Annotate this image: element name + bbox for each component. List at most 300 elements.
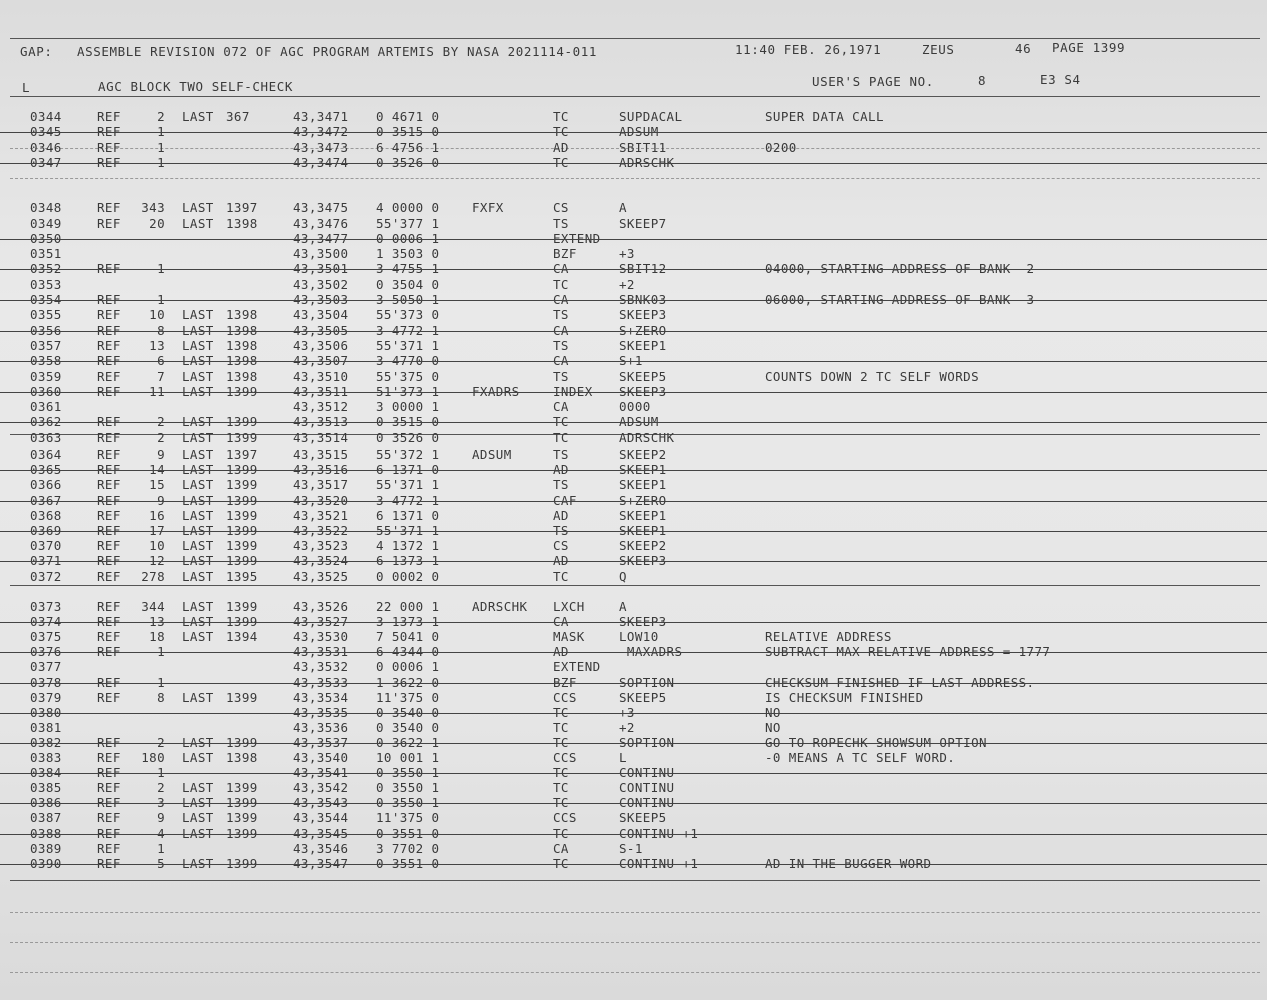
row-last: LAST bbox=[182, 629, 214, 645]
row-ref: REF bbox=[97, 322, 121, 338]
row-num: 11 bbox=[149, 383, 165, 399]
row-addr: 43,3500 bbox=[293, 246, 349, 262]
row-seq: 0366 bbox=[30, 477, 62, 493]
row-ref: REF bbox=[97, 154, 121, 170]
listing-row bbox=[0, 810, 1267, 825]
row-seq: 0355 bbox=[30, 307, 62, 323]
row-addr: 43,3540 bbox=[293, 750, 349, 765]
row-code: 55'371 1 bbox=[376, 337, 440, 353]
row-op: EXTEND bbox=[553, 659, 601, 675]
row-num: 278 bbox=[141, 568, 165, 584]
row-lnum: 1399 bbox=[226, 553, 258, 569]
row-addr: 43,3515 bbox=[293, 447, 349, 462]
row-code: 6 1371 0 bbox=[376, 507, 440, 523]
row-addr: 43,3474 bbox=[293, 154, 349, 170]
listing-row bbox=[0, 109, 1267, 124]
row-op: TC bbox=[553, 765, 569, 781]
row-op: CCS bbox=[553, 750, 577, 765]
row-seq: 0382 bbox=[30, 734, 62, 750]
row-code: 10 001 1 bbox=[376, 750, 440, 765]
row-last: LAST bbox=[182, 215, 214, 231]
row-arg: CONTINU +1 bbox=[619, 855, 699, 871]
listing-row bbox=[0, 216, 1267, 231]
row-arg: ADSUM bbox=[619, 124, 659, 140]
listing-row bbox=[0, 780, 1267, 795]
row-op: CCS bbox=[553, 810, 577, 826]
row-seq: 0369 bbox=[30, 523, 62, 538]
row-comment: SUBTRACT MAX RELATIVE ADDRESS = 1777 bbox=[765, 644, 1051, 660]
row-op: CA bbox=[553, 614, 569, 630]
row-op: CA bbox=[553, 353, 569, 369]
row-addr: 43,3504 bbox=[293, 307, 349, 323]
header-page: PAGE 1399 bbox=[1052, 40, 1126, 55]
row-seq: 0361 bbox=[30, 399, 62, 415]
row-num: 6 bbox=[157, 353, 165, 369]
row-op: BZF bbox=[553, 674, 577, 690]
row-addr: 43,3514 bbox=[293, 429, 349, 445]
row-addr: 43,3517 bbox=[293, 477, 349, 493]
row-num: 2 bbox=[157, 780, 165, 796]
row-code: 4 1372 1 bbox=[376, 538, 440, 554]
row-code: 55'377 1 bbox=[376, 215, 440, 231]
listing-row bbox=[0, 826, 1267, 841]
row-code: 0 3550 1 bbox=[376, 795, 440, 811]
row-code: 1 3622 0 bbox=[376, 674, 440, 690]
row-op: TS bbox=[553, 477, 569, 493]
row-num: 8 bbox=[157, 322, 165, 338]
row-ref: REF bbox=[97, 538, 121, 554]
row-seq: 0352 bbox=[30, 261, 62, 277]
row-lnum: 1399 bbox=[226, 477, 258, 493]
row-op: TC bbox=[553, 734, 569, 750]
row-ref: REF bbox=[97, 368, 121, 384]
row-num: 10 bbox=[149, 538, 165, 554]
row-code: 0 3550 1 bbox=[376, 780, 440, 796]
row-arg: SKEEP5 bbox=[619, 810, 667, 826]
row-addr: 43,3501 bbox=[293, 261, 349, 277]
row-last: LAST bbox=[182, 780, 214, 796]
row-seq: 0373 bbox=[30, 599, 62, 614]
row-ref: REF bbox=[97, 507, 121, 523]
row-addr: 43,3547 bbox=[293, 855, 349, 871]
row-last: LAST bbox=[182, 383, 214, 399]
listing-row bbox=[0, 735, 1267, 750]
row-ref: REF bbox=[97, 840, 121, 856]
row-arg: SKEEP3 bbox=[619, 383, 667, 399]
row-num: 1 bbox=[157, 644, 165, 660]
row-arg: SKEEP7 bbox=[619, 215, 667, 231]
row-code: 55'372 1 bbox=[376, 447, 440, 462]
listing-row bbox=[0, 246, 1267, 261]
row-comment: NO bbox=[765, 719, 781, 735]
row-num: 343 bbox=[141, 200, 165, 216]
row-num: 14 bbox=[149, 462, 165, 478]
row-ref: REF bbox=[97, 292, 121, 307]
row-code: 3 7702 0 bbox=[376, 840, 440, 856]
row-arg: Q bbox=[619, 568, 627, 584]
row-last: LAST bbox=[182, 109, 214, 124]
row-seq: 0380 bbox=[30, 704, 62, 720]
row-arg: SKEEP5 bbox=[619, 689, 667, 705]
row-op: TC bbox=[553, 124, 569, 140]
row-num: 1 bbox=[157, 674, 165, 690]
row-op: TC bbox=[553, 719, 569, 735]
divider bbox=[10, 178, 1260, 179]
listing-row bbox=[0, 369, 1267, 384]
row-arg: S-1 bbox=[619, 840, 643, 856]
row-op: INDEX bbox=[553, 383, 593, 399]
row-num: 7 bbox=[157, 368, 165, 384]
listing-row bbox=[0, 231, 1267, 246]
row-seq: 0367 bbox=[30, 492, 62, 508]
row-num: 8 bbox=[157, 689, 165, 705]
row-code: 0 4671 0 bbox=[376, 109, 440, 124]
row-arg: SKEEP1 bbox=[619, 462, 667, 478]
listing-row bbox=[0, 353, 1267, 368]
row-op: AD bbox=[553, 553, 569, 569]
row-op: TC bbox=[553, 414, 569, 430]
row-ref: REF bbox=[97, 477, 121, 493]
row-ref: REF bbox=[97, 750, 121, 765]
row-code: 55'371 1 bbox=[376, 477, 440, 493]
row-num: 13 bbox=[149, 614, 165, 630]
row-seq: 0384 bbox=[30, 765, 62, 781]
row-code: 0 3504 0 bbox=[376, 276, 440, 292]
divider bbox=[10, 912, 1260, 913]
row-comment: 0200 bbox=[765, 139, 797, 155]
row-lnum: 1398 bbox=[226, 353, 258, 369]
row-arg: SKEEP2 bbox=[619, 538, 667, 554]
bottom-rule bbox=[10, 880, 1260, 881]
row-addr: 43,3537 bbox=[293, 734, 349, 750]
row-comment: COUNTS DOWN 2 TC SELF WORDS bbox=[765, 368, 979, 384]
row-last: LAST bbox=[182, 538, 214, 554]
row-num: 18 bbox=[149, 629, 165, 645]
row-ref: REF bbox=[97, 261, 121, 277]
row-seq: 0383 bbox=[30, 750, 62, 765]
row-addr: 43,3476 bbox=[293, 215, 349, 231]
row-op: CS bbox=[553, 538, 569, 554]
row-ref: REF bbox=[97, 337, 121, 353]
listing-row bbox=[0, 644, 1267, 659]
row-lnum: 1397 bbox=[226, 447, 258, 462]
row-op: TC bbox=[553, 704, 569, 720]
row-ref: REF bbox=[97, 614, 121, 630]
row-comment: IS CHECKSUM FINISHED bbox=[765, 689, 924, 705]
row-ref: REF bbox=[97, 492, 121, 508]
row-code: 55'371 1 bbox=[376, 523, 440, 538]
row-num: 180 bbox=[141, 750, 165, 765]
row-lnum: 1399 bbox=[226, 523, 258, 538]
row-arg: -MAXADRS bbox=[619, 644, 683, 660]
row-lnum: 1399 bbox=[226, 689, 258, 705]
row-op: AD bbox=[553, 139, 569, 155]
row-arg: SKEEP3 bbox=[619, 614, 667, 630]
divider bbox=[10, 585, 1260, 586]
row-addr: 43,3542 bbox=[293, 780, 349, 796]
row-op: TC bbox=[553, 109, 569, 124]
listing-row bbox=[0, 523, 1267, 538]
row-addr: 43,3531 bbox=[293, 644, 349, 660]
row-seq: 0370 bbox=[30, 538, 62, 554]
row-addr: 43,3523 bbox=[293, 538, 349, 554]
row-num: 15 bbox=[149, 477, 165, 493]
row-seq: 0386 bbox=[30, 795, 62, 811]
user-page-number: 8 bbox=[978, 73, 987, 88]
row-num: 13 bbox=[149, 337, 165, 353]
row-seq: 0363 bbox=[30, 429, 62, 445]
row-arg: +3 bbox=[619, 704, 635, 720]
row-lnum: 1399 bbox=[226, 795, 258, 811]
row-addr: 43,3533 bbox=[293, 674, 349, 690]
row-lnum: 1399 bbox=[226, 825, 258, 841]
row-arg: CONTINU bbox=[619, 795, 675, 811]
row-op: TC bbox=[553, 795, 569, 811]
row-code: 0 3622 1 bbox=[376, 734, 440, 750]
row-code: 3 0000 1 bbox=[376, 399, 440, 415]
row-ref: REF bbox=[97, 353, 121, 369]
listing-row bbox=[0, 323, 1267, 338]
row-arg: S+ZERO bbox=[619, 492, 667, 508]
row-seq: 0347 bbox=[30, 154, 62, 170]
listing-row bbox=[0, 690, 1267, 705]
row-seq: 0344 bbox=[30, 109, 62, 124]
listing-row bbox=[0, 384, 1267, 399]
listing-row bbox=[0, 856, 1267, 871]
row-num: 9 bbox=[157, 447, 165, 462]
row-addr: 43,3535 bbox=[293, 704, 349, 720]
row-comment: SUPER DATA CALL bbox=[765, 109, 884, 124]
row-ref: REF bbox=[97, 795, 121, 811]
listing-row bbox=[0, 155, 1267, 170]
row-arg: LOW10 bbox=[619, 629, 659, 645]
row-label: ADRSCHK bbox=[472, 599, 528, 614]
row-addr: 43,3526 bbox=[293, 599, 349, 614]
row-num: 2 bbox=[157, 109, 165, 124]
row-lnum: 1399 bbox=[226, 492, 258, 508]
row-arg: ADRSCHK bbox=[619, 154, 675, 170]
row-op: TS bbox=[553, 368, 569, 384]
row-num: 1 bbox=[157, 765, 165, 781]
row-code: 6 4756 1 bbox=[376, 139, 440, 155]
row-arg: +3 bbox=[619, 246, 635, 262]
listing-row bbox=[0, 261, 1267, 276]
row-arg: +2 bbox=[619, 719, 635, 735]
row-addr: 43,3541 bbox=[293, 765, 349, 781]
divider bbox=[10, 972, 1260, 973]
row-seq: 0385 bbox=[30, 780, 62, 796]
row-num: 1 bbox=[157, 154, 165, 170]
header-job: 46 bbox=[1015, 41, 1032, 56]
row-addr: 43,3536 bbox=[293, 719, 349, 735]
row-code: 11'375 0 bbox=[376, 810, 440, 826]
row-last: LAST bbox=[182, 599, 214, 614]
row-code: 3 4755 1 bbox=[376, 261, 440, 277]
listing-row bbox=[0, 140, 1267, 155]
row-op: TC bbox=[553, 780, 569, 796]
row-num: 20 bbox=[149, 215, 165, 231]
row-lnum: 1399 bbox=[226, 538, 258, 554]
row-seq: 0358 bbox=[30, 353, 62, 369]
row-seq: 0371 bbox=[30, 553, 62, 569]
row-arg: L bbox=[619, 750, 627, 765]
row-code: 55'375 0 bbox=[376, 368, 440, 384]
row-arg: SKEEP1 bbox=[619, 477, 667, 493]
row-addr: 43,3532 bbox=[293, 659, 349, 675]
row-ref: REF bbox=[97, 383, 121, 399]
row-seq: 0374 bbox=[30, 614, 62, 630]
row-arg: SKEEP2 bbox=[619, 447, 667, 462]
row-arg: SUPDACAL bbox=[619, 109, 683, 124]
row-addr: 43,3516 bbox=[293, 462, 349, 478]
row-ref: REF bbox=[97, 689, 121, 705]
row-addr: 43,3507 bbox=[293, 353, 349, 369]
row-last: LAST bbox=[182, 523, 214, 538]
row-last: LAST bbox=[182, 200, 214, 216]
row-code: 0 3551 0 bbox=[376, 825, 440, 841]
row-seq: 0360 bbox=[30, 383, 62, 399]
row-code: 0 3550 1 bbox=[376, 765, 440, 781]
row-addr: 43,3521 bbox=[293, 507, 349, 523]
row-addr: 43,3543 bbox=[293, 795, 349, 811]
row-num: 9 bbox=[157, 810, 165, 826]
row-seq: 0376 bbox=[30, 644, 62, 660]
row-arg: S+ZERO bbox=[619, 322, 667, 338]
row-op: MASK bbox=[553, 629, 585, 645]
row-lnum: 1398 bbox=[226, 337, 258, 353]
row-last: LAST bbox=[182, 477, 214, 493]
row-last: LAST bbox=[182, 462, 214, 478]
row-num: 2 bbox=[157, 414, 165, 430]
row-op: BZF bbox=[553, 246, 577, 262]
row-ref: REF bbox=[97, 307, 121, 323]
row-last: LAST bbox=[182, 307, 214, 323]
listing-row bbox=[0, 569, 1267, 584]
row-ref: REF bbox=[97, 429, 121, 445]
row-seq: 0364 bbox=[30, 447, 62, 462]
row-seq: 0359 bbox=[30, 368, 62, 384]
row-code: 0 3515 0 bbox=[376, 124, 440, 140]
row-addr: 43,3522 bbox=[293, 523, 349, 538]
row-ref: REF bbox=[97, 855, 121, 871]
header-flag: L bbox=[22, 80, 31, 95]
row-op: CAF bbox=[553, 492, 577, 508]
row-op: CA bbox=[553, 399, 569, 415]
divider bbox=[10, 942, 1260, 943]
row-arg: SBNK03 bbox=[619, 292, 667, 307]
row-ref: REF bbox=[97, 414, 121, 430]
row-code: 0 0002 0 bbox=[376, 568, 440, 584]
row-num: 1 bbox=[157, 840, 165, 856]
row-addr: 43,3475 bbox=[293, 200, 349, 216]
row-ref: REF bbox=[97, 780, 121, 796]
row-lnum: 1398 bbox=[226, 307, 258, 323]
row-last: LAST bbox=[182, 825, 214, 841]
listing-row bbox=[0, 338, 1267, 353]
listing-row bbox=[0, 750, 1267, 765]
row-code: 0 0006 1 bbox=[376, 659, 440, 675]
row-lnum: 1398 bbox=[226, 215, 258, 231]
row-arg: SKEEP3 bbox=[619, 553, 667, 569]
row-op: AD bbox=[553, 507, 569, 523]
row-seq: 0348 bbox=[30, 200, 62, 216]
row-addr: 43,3512 bbox=[293, 399, 349, 415]
row-label: FXFX bbox=[472, 200, 504, 216]
row-last: LAST bbox=[182, 429, 214, 445]
row-ref: REF bbox=[97, 523, 121, 538]
row-seq: 0388 bbox=[30, 825, 62, 841]
row-op: CA bbox=[553, 322, 569, 338]
row-op: TC bbox=[553, 429, 569, 445]
row-code: 6 1373 1 bbox=[376, 553, 440, 569]
row-arg: A bbox=[619, 200, 627, 216]
listing-row bbox=[0, 462, 1267, 477]
row-lnum: 1399 bbox=[226, 734, 258, 750]
row-code: 0 3551 0 bbox=[376, 855, 440, 871]
row-op: TS bbox=[553, 447, 569, 462]
listing-row bbox=[0, 307, 1267, 322]
row-ref: REF bbox=[97, 674, 121, 690]
row-seq: 0375 bbox=[30, 629, 62, 645]
row-addr: 43,3505 bbox=[293, 322, 349, 338]
row-op: TS bbox=[553, 215, 569, 231]
row-code: 1 3503 0 bbox=[376, 246, 440, 262]
section-title: AGC BLOCK TWO SELF-CHECK bbox=[98, 79, 294, 94]
row-addr: 43,3530 bbox=[293, 629, 349, 645]
row-num: 9 bbox=[157, 492, 165, 508]
header-tag: E3 S4 bbox=[1040, 72, 1081, 87]
row-lnum: 1395 bbox=[226, 568, 258, 584]
listing-row bbox=[0, 414, 1267, 429]
row-num: 2 bbox=[157, 429, 165, 445]
row-arg: +2 bbox=[619, 276, 635, 292]
row-num: 1 bbox=[157, 261, 165, 277]
row-arg: CONTINU bbox=[619, 780, 675, 796]
row-op: CA bbox=[553, 292, 569, 307]
row-last: LAST bbox=[182, 568, 214, 584]
row-ref: REF bbox=[97, 553, 121, 569]
row-ref: REF bbox=[97, 629, 121, 645]
row-arg: SKEEP1 bbox=[619, 523, 667, 538]
row-seq: 0362 bbox=[30, 414, 62, 430]
row-arg: CONTINU +1 bbox=[619, 825, 699, 841]
row-addr: 43,3520 bbox=[293, 492, 349, 508]
row-ref: REF bbox=[97, 462, 121, 478]
row-num: 12 bbox=[149, 553, 165, 569]
row-seq: 0365 bbox=[30, 462, 62, 478]
row-num: 4 bbox=[157, 825, 165, 841]
header-rule bbox=[10, 96, 1260, 97]
row-arg: CONTINU bbox=[619, 765, 675, 781]
row-op: AD bbox=[553, 462, 569, 478]
row-ref: REF bbox=[97, 200, 121, 216]
row-seq: 0381 bbox=[30, 719, 62, 735]
listing-row bbox=[0, 841, 1267, 856]
row-arg: SOPTION bbox=[619, 674, 675, 690]
row-last: LAST bbox=[182, 689, 214, 705]
row-ref: REF bbox=[97, 568, 121, 584]
row-lnum: 1399 bbox=[226, 614, 258, 630]
row-op: TS bbox=[553, 307, 569, 323]
row-last: LAST bbox=[182, 553, 214, 569]
row-op: CA bbox=[553, 261, 569, 277]
row-num: 3 bbox=[157, 795, 165, 811]
row-arg: SBIT12 bbox=[619, 261, 667, 277]
row-seq: 0349 bbox=[30, 215, 62, 231]
header-title: ASSEMBLE REVISION 072 OF AGC PROGRAM ARTEMIS BY NASA 2021114-011 bbox=[77, 44, 598, 59]
row-comment: CHECKSUM FINISHED IF LAST ADDRESS. bbox=[765, 674, 1035, 690]
row-label: ADSUM bbox=[472, 447, 512, 462]
